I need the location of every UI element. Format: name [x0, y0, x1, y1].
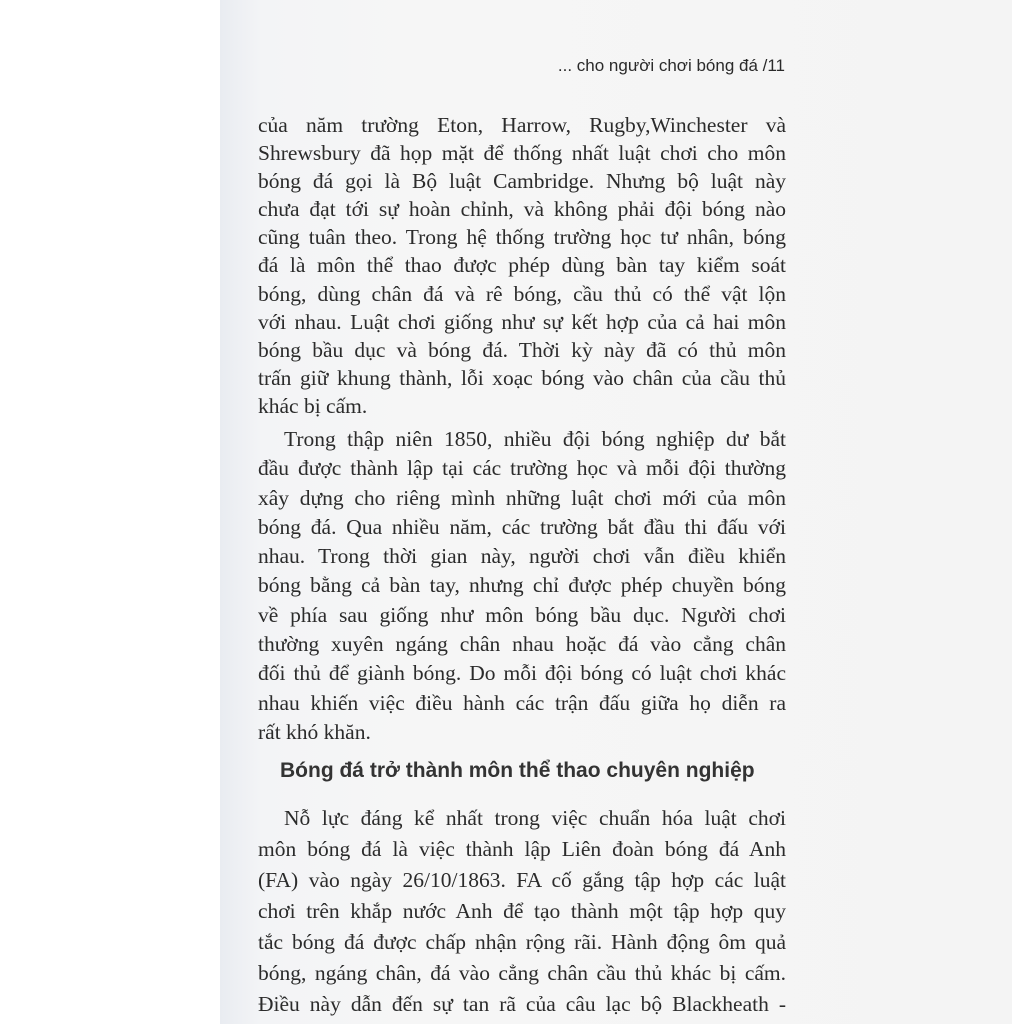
text-line: với nhau. Luật chơi giống như sự kết hợp của cả hai môn [258, 309, 786, 334]
text-line: chơi trên khắp nước Anh để tạo thành một tập hợp quy [258, 899, 786, 923]
text-line: của năm trường Eton, Harrow, Rugby,Winchester và [258, 113, 786, 137]
text-line: thường xuyên ngáng chân nhau hoặc đá vào cẳng chân [258, 632, 786, 657]
text-line: tắc bóng đá được chấp nhận rộng rãi. Hành động ôm quả [258, 930, 786, 954]
text-line: Điều này dẫn đến sự tan rã của câu lạc bộ Blackheath - [258, 992, 786, 1016]
section-paragraph [258, 803, 786, 1020]
text-line: bóng đá. Qua nhiều năm, các trường bắt đầu thi đấu với [258, 514, 786, 539]
text-line: chưa đạt tới sự hoàn chỉnh, và không phải đội bóng nào [258, 197, 786, 222]
text-line: bóng đá gọi là Bộ luật Cambridge. Nhưng bộ luật này [258, 169, 786, 194]
text-line: bóng bầu dục và bóng đá. Thời kỳ này đã có thủ môn [258, 337, 786, 362]
section-heading: Bóng đá trở thành môn thể thao chuyên nghiệp [280, 759, 755, 782]
text-line: nhau. Trong thời gian này, người chơi vẫn điều khiển [258, 544, 786, 569]
text-line: về phía sau giống như môn bóng bầu dục. Người chơi [258, 602, 786, 627]
text-line: đầu được thành lập tại các trường học và mỗi đội thường [258, 456, 786, 481]
text-line: đối thủ để giành bóng. Do mỗi đội bóng có luật chơi khác [258, 661, 786, 686]
text-line: rất khó khăn. [258, 719, 371, 744]
text-line: môn bóng đá là việc thành lập Liên đoàn bóng đá Anh [258, 837, 786, 861]
text-line: đá là môn thể thao được phép dùng bàn tay kiểm soát [258, 253, 786, 278]
text-line: nhau khiến việc điều hành các trận đấu giữa họ diễn ra [258, 690, 786, 715]
text-line: cũng tuân theo. Trong hệ thống trường học tư nhân, bóng [258, 225, 786, 250]
text-line: Shrewsbury đã họp mặt để thống nhất luật chơi cho môn [258, 141, 786, 166]
running-header: ... cho người chơi bóng đá /11 [557, 56, 785, 75]
text-line: khác bị cấm. [258, 393, 368, 418]
text-line: trấn giữ khung thành, lỗi xoạc bóng vào chân của cầu thủ [258, 365, 786, 390]
text-line: (FA) vào ngày 26/10/1863. FA cố gắng tập hợp các luật [258, 868, 786, 892]
text-line: Trong thập niên 1850, nhiều đội bóng nghiệp dư bắt [284, 427, 786, 451]
paragraph-2 [258, 425, 786, 747]
text-line: bóng, ngáng chân, đá vào cẳng chân cầu thủ khác bị cấm. [258, 961, 786, 985]
text-line: xây dựng cho riêng mình những luật chơi mới của môn [258, 485, 786, 510]
text-line: bóng, dùng chân đá và rê bóng, cầu thủ có thể vật lộn [258, 281, 786, 306]
text-line: Nỗ lực đáng kể nhất trong việc chuẩn hóa luật chơi [284, 806, 786, 830]
paragraph-1 [258, 111, 786, 420]
text-line: bóng bằng cả bàn tay, nhưng chỉ được phép chuyền bóng [258, 573, 786, 598]
